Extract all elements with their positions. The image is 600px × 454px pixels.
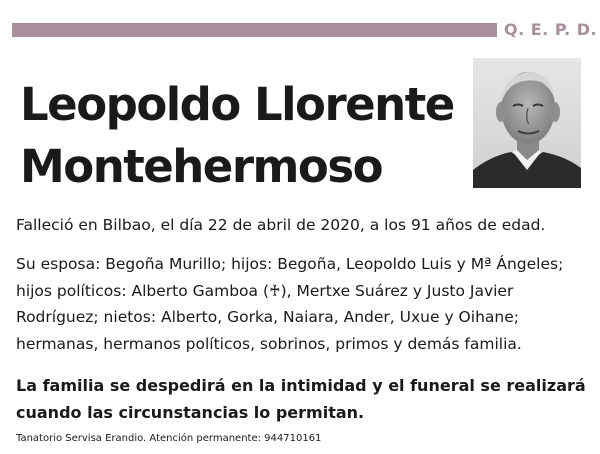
deceased-name bbox=[20, 74, 460, 198]
deceased-name-line2: Montehermoso bbox=[20, 140, 383, 193]
deceased-portrait bbox=[473, 58, 581, 188]
portrait-photo bbox=[473, 58, 581, 188]
family-members: Su esposa: Begoña Murillo; hijos: Begoña, Leopoldo Luis y Mª Ángeles; hijos políticos: Alberto Gamboa (♰), Mertxe Suárez y Justo Javier Rodríguez; nietos: Alberto, Gorka, Naiara, Ander, Uxue y Oihane; hermanas, hermanos políticos, sobrinos, primos y demás familia. bbox=[16, 255, 564, 353]
qepd-label: Q. E. P. D. bbox=[504, 20, 598, 39]
deceased-name-line1: Leopoldo Llorente bbox=[20, 78, 454, 131]
death-notice: Falleció en Bilbao, el día 22 de abril de 2020, a los 91 años de edad. bbox=[16, 216, 546, 234]
ceremony-notice: La familia se despedirá en la intimidad y el funeral se realizará cuando las circunstancias lo permitan. bbox=[16, 376, 586, 422]
header-divider-bar bbox=[12, 23, 497, 37]
funeral-home-info: Tanatorio Servisa Erandio. Atención permanente: 944710161 bbox=[16, 433, 322, 444]
